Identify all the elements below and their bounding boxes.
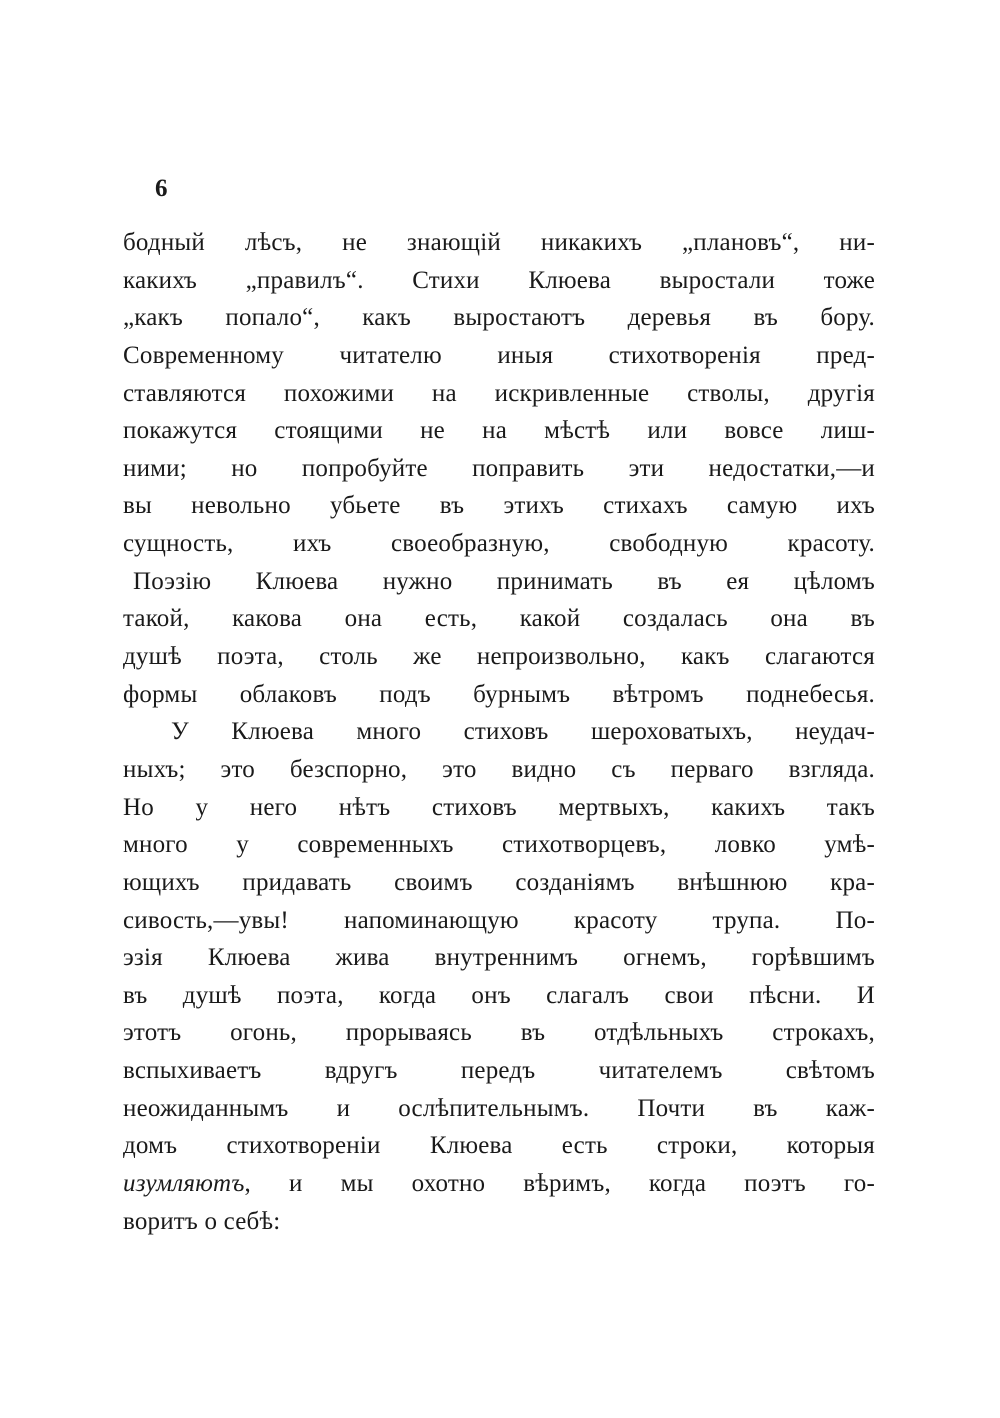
text-line-rest: , и мы охотно вѣримъ, когда поэтъ го- (244, 1170, 875, 1198)
text-line: вы невольно убьете въ этихъ стихахъ самую ихъ (123, 492, 875, 520)
text-line: сущность, ихъ своеобразную, свободную красоту. (123, 530, 875, 558)
page-number: 6 (155, 175, 168, 202)
text-line: „какъ попало“, какъ выростаютъ деревья въ бору. (123, 304, 875, 332)
text-line: неожиданнымъ и ослѣпительнымъ. Почти въ каж- (123, 1094, 875, 1122)
paragraph-start-line: У Клюева много стиховъ шероховатыхъ, неудач- (171, 718, 875, 746)
text-line: въ душѣ поэта, когда онъ слагалъ свои пѣсни. И (123, 981, 875, 1009)
text-line: эзія Клюева жива внутреннимъ огнемъ, горѣвшимъ (123, 944, 875, 972)
text-line: формы облаковъ подъ бурнымъ вѣтромъ поднебесья. (123, 680, 875, 708)
text-line: этотъ огонь, прорываясь въ отдѣльныхъ строкахъ, (123, 1019, 875, 1047)
text-line: покажутся стоящими не на мѣстѣ или вовсе лиш- (123, 417, 875, 445)
text-line: Поэзію Клюева нужно принимать въ ея цѣломъ (133, 567, 875, 595)
text-line: много у современныхъ стихотворцевъ, ловко умѣ- (123, 831, 875, 859)
text-line: вспыхиваетъ вдругъ передъ читателемъ свѣтомъ (123, 1057, 875, 1085)
body-text (123, 224, 875, 1240)
text-line: ющихъ придавать своимъ созданіямъ внѣшнюю кра- (123, 868, 875, 896)
text-line-with-emphasis (123, 1165, 875, 1203)
text-line: ними; но попробуйте поправить эти недостатки,—и (123, 454, 875, 482)
text-line: Но у него нѣтъ стиховъ мертвыхъ, какихъ такъ (123, 793, 875, 821)
text-line: ставляются похожими на искривленные стволы, другія (123, 379, 875, 407)
text-line: домъ стихотвореніи Клюева есть строки, которыя (123, 1132, 875, 1160)
text-line: бодный лѣсъ, не знающій никакихъ „плановъ“, ни- (123, 229, 875, 256)
text-line: какихъ „правилъ“. Стихи Клюева выростали тоже (123, 266, 875, 294)
text-line: ныхъ; это безспорно, это видно съ перваго взгляда. (123, 755, 875, 783)
text-line: Современному читателю иныя стихотворенія пред- (123, 341, 875, 369)
text-line: такой, какова она есть, какой создалась она въ (123, 605, 875, 633)
text-line-last: воритъ о себѣ: (123, 1207, 281, 1235)
emphasized-word: изумляютъ (123, 1170, 245, 1198)
text-line: душѣ поэта, столь же непроизвольно, какъ слагаются (123, 643, 875, 671)
text-line: сивость,—увы! напоминающую красоту трупа. По- (123, 906, 875, 934)
